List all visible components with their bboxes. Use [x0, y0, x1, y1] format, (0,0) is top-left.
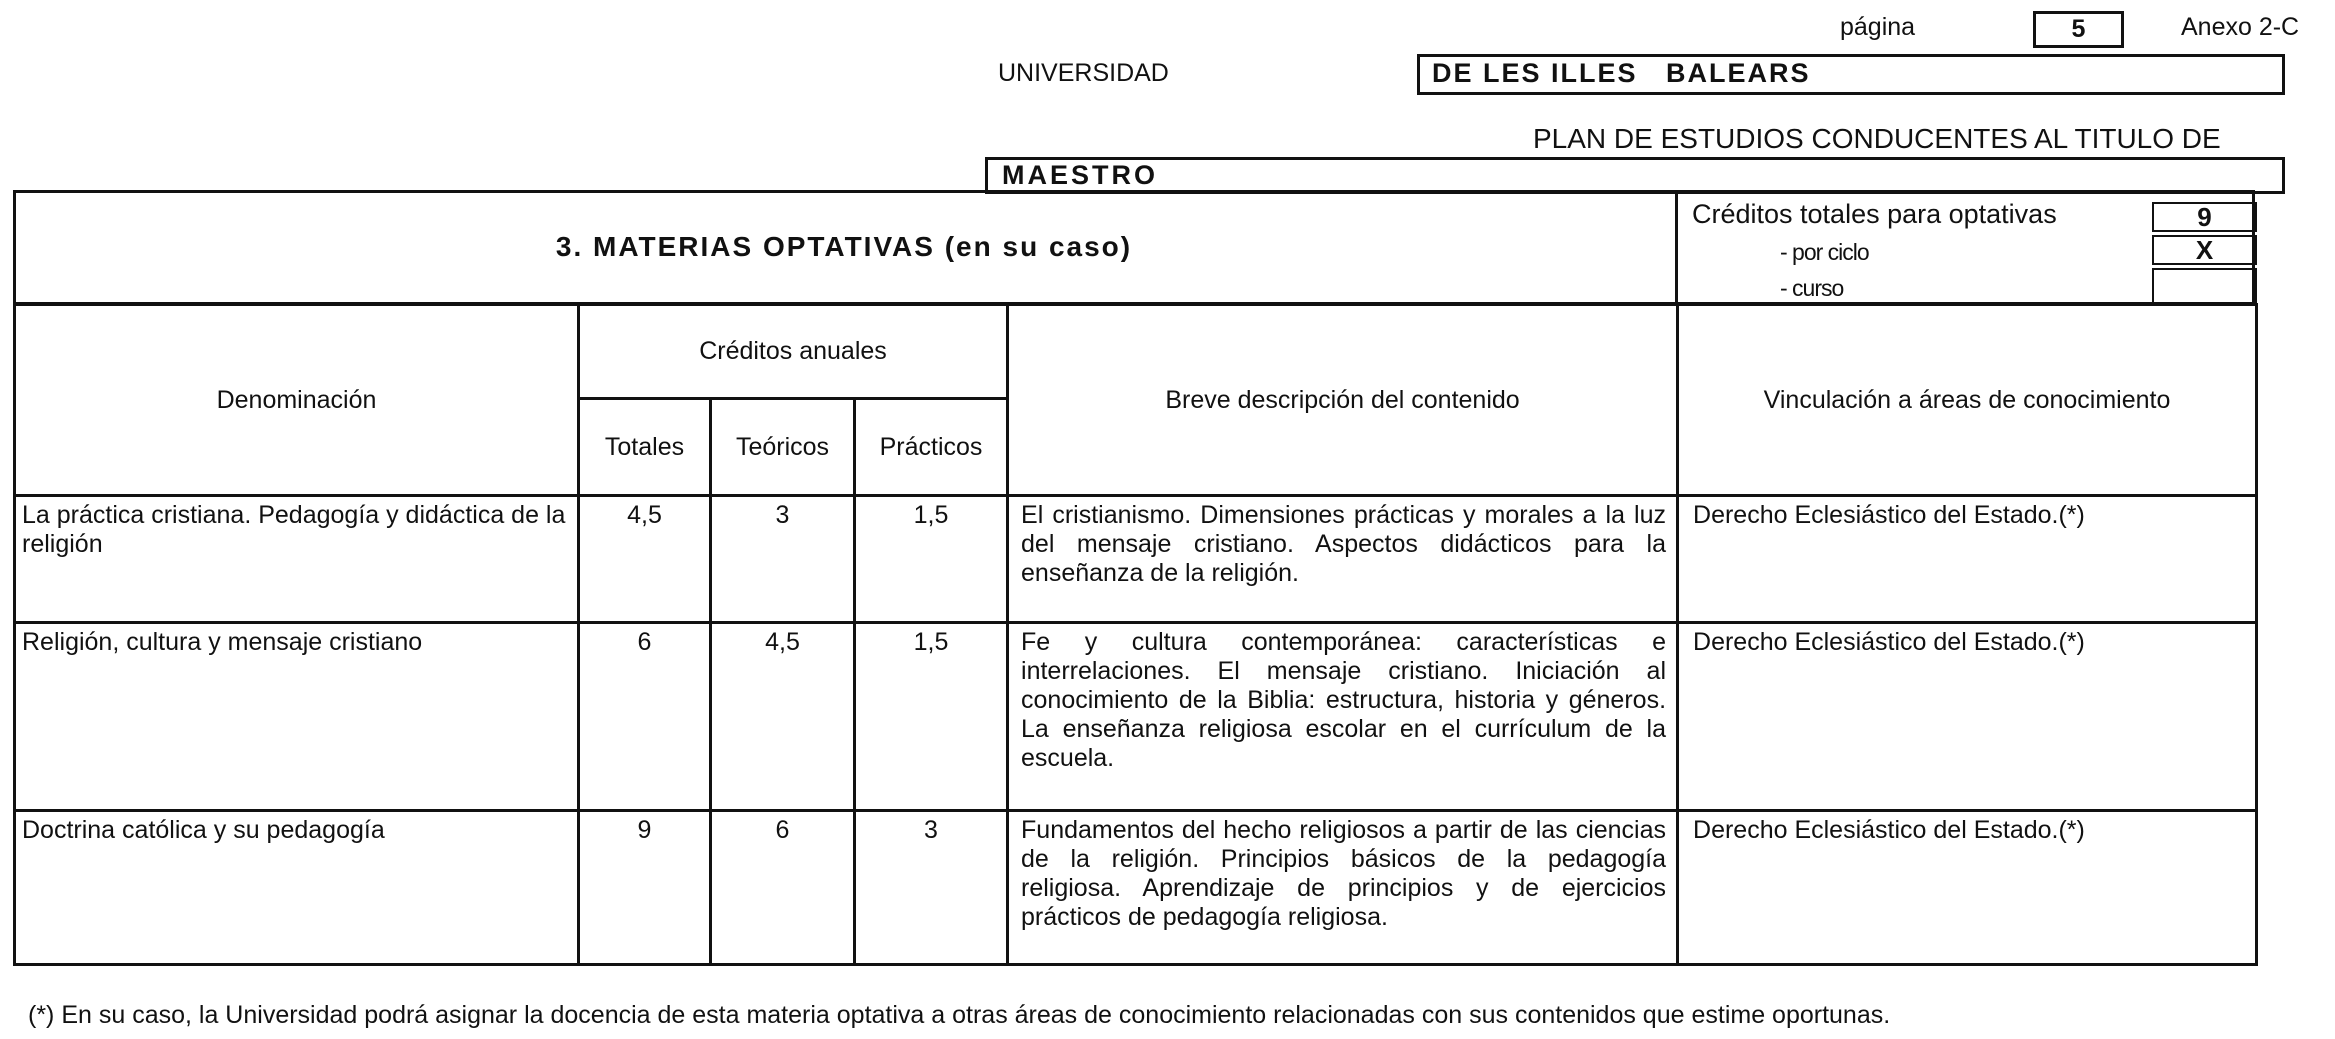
cell-vinculacion: Derecho Eclesiástico del Estado.(*) [1678, 623, 2257, 811]
por-ciclo-value: X [2152, 235, 2257, 265]
creditos-totales-value: 9 [2152, 202, 2257, 232]
header-descripcion: Breve descripción del contenido [1008, 305, 1678, 496]
header-teoricos: Teóricos [711, 399, 855, 496]
cell-denominacion: La práctica cristiana. Pedagogía y didáctica de la religión [15, 496, 579, 623]
cell-practicos: 1,5 [855, 496, 1008, 623]
table-row [15, 811, 2257, 965]
cell-teoricos: 4,5 [711, 623, 855, 811]
cell-descripcion: El cristianismo. Dimensiones prácticas y morales a la luz del mensaje cristiano. Aspectos didácticos para la enseñanza de la religión. [1008, 496, 1678, 623]
cell-denominacion: Doctrina católica y su pedagogía [15, 811, 579, 965]
universidad-label: UNIVERSIDAD [998, 59, 1169, 87]
cell-practicos: 1,5 [855, 623, 1008, 811]
materias-optativas-table [13, 303, 2258, 966]
anexo-label: Anexo 2-C [2181, 13, 2300, 41]
titulo-box: MAESTRO [985, 157, 2285, 194]
cell-denominacion: Religión, cultura y mensaje cristiano [15, 623, 579, 811]
table-row [15, 623, 2257, 811]
footnote: (*) En su caso, la Universidad podrá asignar la docencia de esta materia optativa a otras áreas de conocimiento relacionadas con sus contenidos que estime oportunas. [28, 1001, 1891, 1029]
cell-vinculacion: Derecho Eclesiástico del Estado.(*) [1678, 811, 2257, 965]
header-practicos: Prácticos [855, 399, 1008, 496]
creditos-totales-label: Créditos totales para optativas [1692, 199, 2057, 229]
header-denominacion: Denominación [15, 305, 579, 496]
por-ciclo-label: - por ciclo [1780, 239, 1869, 265]
cell-descripcion: Fe y cultura contemporánea: características e interrelaciones. El mensaje cristiano. Iniciación al conocimiento de la Biblia: estructura, historia y géneros. La enseñanza religiosa escolar en el currículum de la escuela. [1008, 623, 1678, 811]
cell-totales: 9 [579, 811, 711, 965]
header-creditos-anuales: Créditos anuales [579, 305, 1008, 399]
cell-totales: 6 [579, 623, 711, 811]
pagina-label: página [1840, 13, 1916, 41]
cell-descripcion: Fundamentos del hecho religiosos a partir de las ciencias de la religión. Principios básicos de la pedagogía religiosa. Aprendizaje de principios y de ejercicios prácticos de pedagogía religiosa. [1008, 811, 1678, 965]
universidad-name-box: DE LES ILLES BALEARS [1417, 54, 2285, 95]
cell-teoricos: 6 [711, 811, 855, 965]
cell-practicos: 3 [855, 811, 1008, 965]
table-header-row [15, 305, 2257, 399]
curso-value [2152, 268, 2257, 305]
curso-label: - curso [1780, 275, 1844, 301]
header-vinculacion: Vinculación a áreas de conocimiento [1678, 305, 2257, 496]
pagina-number-box: 5 [2033, 11, 2124, 48]
plan-estudios-label: PLAN DE ESTUDIOS CONDUCENTES AL TITULO DE [1533, 123, 2221, 154]
section-title: 3. MATERIAS OPTATIVAS (en su caso) [555, 231, 1133, 262]
header-totales: Totales [579, 399, 711, 496]
cell-totales: 4,5 [579, 496, 711, 623]
table-row [15, 496, 2257, 623]
cell-vinculacion: Derecho Eclesiástico del Estado.(*) [1678, 496, 2257, 623]
section-header-divider [1675, 190, 1678, 305]
cell-teoricos: 3 [711, 496, 855, 623]
